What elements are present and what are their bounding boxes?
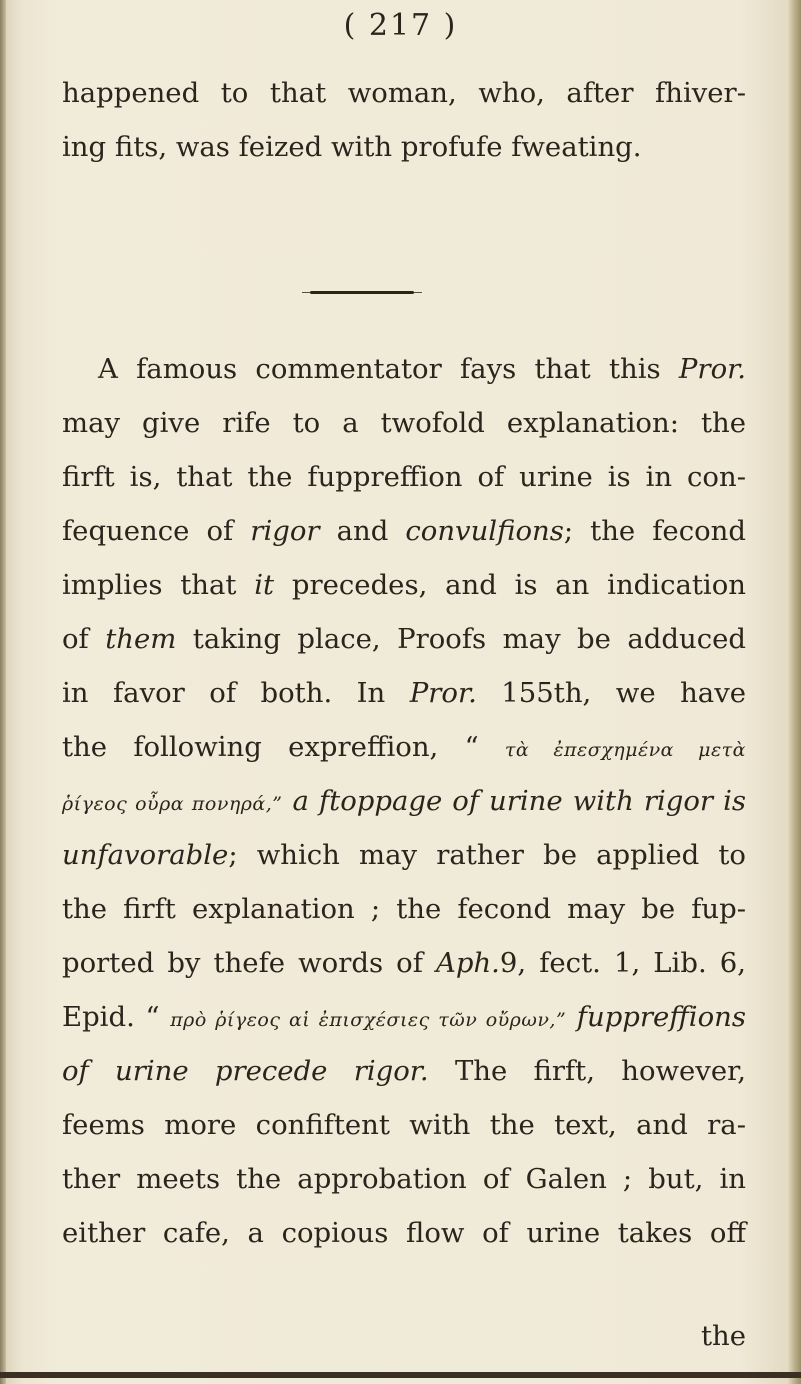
bottom-edge [0, 1372, 801, 1378]
text-line: fequence of rigor and convulfions; the fecond [62, 515, 746, 547]
greek-quote: ῥίγεος οὖρα πονηρά,” [62, 793, 283, 815]
text-line: ported by thefe words of Aph.9, fect. 1, Lib. 6, [62, 947, 747, 979]
text-line: of them taking place, Proofs may be adduced [62, 623, 746, 655]
text-line: ῥίγεος οὖρα πονηρά,” a ftoppage of urine with rigor is [62, 785, 746, 817]
text-line: unfavorable; which may rather be applied to [62, 839, 746, 871]
text-line: ther meets the approbation of Galen ; but, in [62, 1163, 746, 1195]
text-line: Epid. “ πρὸ ῥίγεος αἱ ἐπισχέσιες τῶν οὔρων,” fuppreffions [62, 1001, 746, 1033]
text-line: happened to that woman, who, after fhiver- [62, 77, 746, 109]
greek-quote: τὰ ἐπεσχημένα μετὰ [504, 739, 746, 761]
page-right-edge [787, 0, 801, 1384]
page-number: ( 217 ) [343, 8, 458, 43]
greek-quote: πρὸ ῥίγεος αἱ ἐπισχέσιες τῶν οὔρων,” [170, 1009, 567, 1031]
text-line: ing fits, was feized with profufe fweating. [62, 131, 642, 163]
page-left-edge [0, 0, 6, 1384]
text-line: implies that it precedes, and is an indication [62, 569, 746, 601]
section-divider [310, 291, 414, 294]
text-line: firft is, that the fuppreffion of urine is in con- [62, 461, 746, 493]
text-line: may give rife to a twofold explanation: the [62, 407, 746, 439]
text-line: either cafe, a copious flow of urine takes off [62, 1217, 746, 1249]
text-line: feems more confiftent with the text, and ra- [62, 1109, 746, 1141]
text-line: the following expreffion, “ τὰ ἐπεσχημένα μετὰ [62, 731, 746, 763]
text-line: the firft explanation ; the fecond may be fup- [62, 893, 746, 925]
paragraph-1 [62, 66, 746, 174]
text-line: of urine precede rigor. The firft, however, [62, 1055, 746, 1087]
paragraph-2 [62, 342, 746, 1260]
text-line: in favor of both. In Pror. 155th, we have [62, 677, 746, 709]
catchword: the [700, 1320, 746, 1352]
text-line: A famous commentator fays that this Pror. [98, 353, 746, 385]
